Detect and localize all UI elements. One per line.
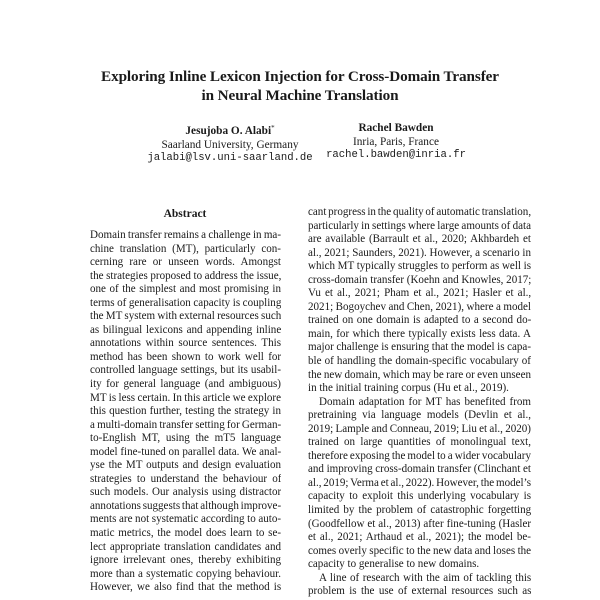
abstract-line: cerning rare or unseen words. Amongst (90, 256, 281, 269)
author-affiliation: Inria, Paris, France (353, 135, 439, 148)
abstract-line: one of the simplest and most promising in (90, 283, 281, 296)
body-line: major challenge is ensuring that the model is capa- (308, 341, 531, 354)
body-line: capacity to exploit this underlying vocabulary is (308, 490, 531, 503)
title-line-1: Exploring Inline Lexicon Injection for Cross-Domain Transfer (101, 68, 499, 85)
body-line: comes overly specific to the new data and loses the (308, 544, 531, 557)
abstract-line: lect appropriate translation candidates and (90, 540, 281, 553)
abstract-line: model fine-tuned on parallel data. We anal- (90, 445, 281, 458)
abstract-line: annotations within source sentences. This (90, 337, 281, 350)
abstract-line: ignore irrelevant ones, thereby exhibiting (90, 554, 281, 567)
abstract-line: method has been shown to work well for (90, 350, 281, 363)
body-line: et al., 2021; Arthaud et al., 2021); the model be- (308, 531, 531, 544)
body-line: problem is the use of external resources such as (308, 585, 531, 598)
body-line: al., 2019; Verma et al., 2022). However, the model’s (308, 476, 531, 489)
abstract-line: the strategies proposed to address the issue, (90, 269, 281, 282)
body-line: ble of handling the domain-specific vocabulary of (308, 355, 531, 368)
body-line: pretraining via language models (Devlin et al., (308, 409, 531, 422)
abstract-line: controlled language settings, but its usabil- (90, 364, 281, 377)
abstract-line: this question further, testing the strategy in (90, 405, 281, 418)
body-line: therefore exposing the model to a wider vocabulary (308, 449, 531, 462)
body-line: the new domain, which may be rare or even unseen (308, 368, 531, 381)
abstract-line: to-English MT, using the mT5 language (90, 432, 281, 445)
author-affiliation: Saarland University, Germany (161, 138, 299, 151)
abstract-line: Domain transfer remains a challenge in ma- (90, 229, 281, 241)
title-line-2: in Neural Machine Translation (201, 86, 399, 104)
body-line: Domain adaptation for MT has benefited from (319, 395, 531, 408)
body-line: which MT typically struggles to perform as well is (308, 260, 531, 273)
paper-title (0, 68, 600, 105)
abstract-line: chine translation (MT), particularly con- (90, 242, 281, 255)
abstract-heading: Abstract (163, 208, 207, 220)
body-line: al., 2021; Saunders, 2021). However, a scenario in (308, 246, 531, 259)
body-line: main, for which there typically exists less data. A (308, 327, 531, 340)
body-line: particularly in settings where large amounts of data (308, 219, 531, 232)
abstract-line: MT is less certain. In this article we explore (90, 391, 281, 404)
abstract-line: annotations suggests that although improve- (90, 499, 281, 512)
body-line: and improving cross-domain transfer (Clinchant et (308, 463, 531, 476)
body-line: limited by the problem of catastrophic forgetting (308, 504, 531, 517)
body-line: A line of research with the aim of tackling this (319, 571, 531, 584)
body-line: trained on large quantities of monolingual text, (308, 436, 531, 449)
abstract-line: However, we also find that the method is (90, 581, 281, 594)
abstract-line: such models. Our analysis using distractor (90, 486, 281, 499)
abstract-line: ity for general language (and ambiguous) (90, 378, 281, 391)
abstract-line: more than a systematic copying behaviour. (90, 567, 281, 580)
abstract-line: terms of generalisation capacity is coupling (90, 296, 281, 309)
author-email: rachel.bawden@inria.fr (326, 149, 466, 161)
author-block-2 (296, 122, 496, 163)
body-line: trained on one domain is adapted to a second do- (308, 314, 531, 327)
body-line: (Goodfellow et al., 2013) after fine-tuning (Hasler (308, 517, 531, 530)
abstract-line: as bilingual lexicons and appending inline (90, 323, 281, 336)
introduction-body (308, 206, 531, 599)
body-line: capacity to generalise to new domains. (308, 558, 480, 571)
abstract-body (90, 229, 281, 595)
footnote-marker: * (271, 124, 275, 132)
body-line: 2021; Bogoychev and Chen, 2021), where a model (308, 300, 531, 313)
body-line: are available (Barrault et al., 2020; Akhbardeh et (308, 233, 531, 246)
abstract-line: strategies to understand the behaviour of (90, 472, 281, 485)
abstract-line: yse the MT outputs and design evaluation (90, 459, 281, 472)
abstract-line: a multi-domain transfer setting for German- (90, 418, 281, 431)
author-email: jalabi@lsv.uni-saarland.de (147, 152, 313, 164)
abstract-line: the MT system with external resources such (90, 310, 281, 323)
body-line: cant progress in the quality of automatic translation, (308, 206, 531, 218)
body-line: Vu et al., 2021; Pham et al., 2021; Hasler et al., (308, 287, 531, 300)
body-line: 2019; Lample and Conneau, 2019; Liu et al., 2020) (308, 422, 531, 435)
author-name: Jesujoba O. Alabi* (185, 124, 275, 137)
author-name: Rachel Bawden (358, 122, 434, 134)
abstract-line: ments are not systematic according to auto- (90, 513, 281, 526)
body-line: cross-domain transfer (Koehn and Knowles, 2017; (308, 273, 531, 286)
abstract-line: matic metrics, the model does learn to se- (90, 527, 281, 540)
body-line: in the initial training corpus (Hu et al., 2019). (308, 382, 509, 395)
